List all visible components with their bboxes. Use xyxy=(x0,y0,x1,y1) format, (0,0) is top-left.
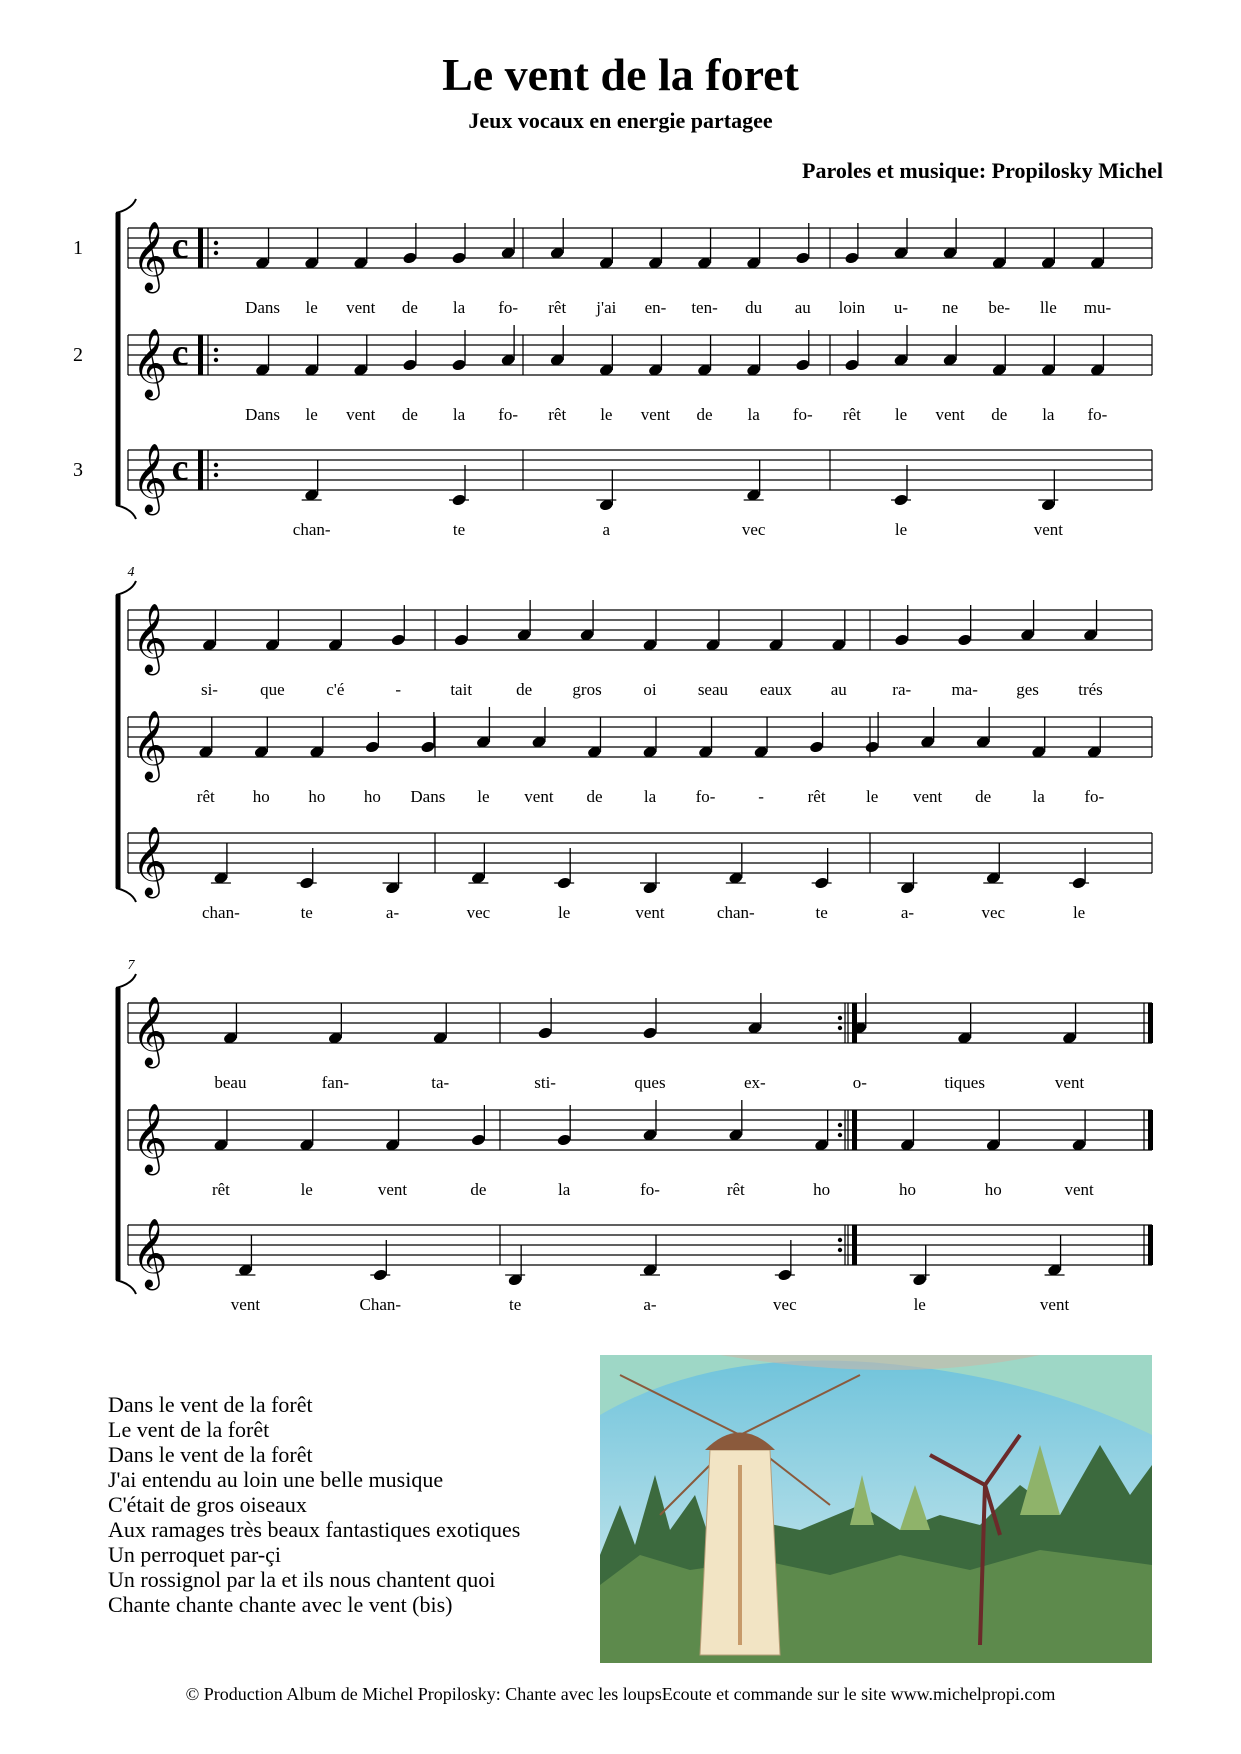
lyric-syllable: fo- xyxy=(640,1180,660,1199)
staff-number: 2 xyxy=(73,344,83,366)
song-lyrics xyxy=(108,1392,520,1617)
repeat-dot xyxy=(838,1123,842,1127)
lyrics-line: Dans le vent de la forêt xyxy=(108,1442,313,1467)
lyric-syllable: c'é xyxy=(326,680,345,699)
lyric-syllable: ho xyxy=(252,787,270,806)
lyric-syllable: vent xyxy=(230,1295,261,1314)
lyric-syllable: mu- xyxy=(1083,298,1112,317)
repeat-dot xyxy=(838,1248,842,1252)
lyric-syllable: fo- xyxy=(1084,787,1105,806)
repeat-dot xyxy=(838,1238,842,1242)
final-bar-thick xyxy=(1148,1003,1153,1043)
lyric-syllable: vent xyxy=(913,787,943,806)
page-subtitle: Jeux vocaux en energie partagee xyxy=(468,108,773,133)
lyric-syllable: ho xyxy=(308,787,326,806)
lyric-syllable: la xyxy=(452,298,466,317)
repeat-dot xyxy=(214,463,218,467)
treble-clef-icon: 𝄞 xyxy=(132,443,168,513)
lyric-syllable: - xyxy=(758,787,764,806)
lyric-syllable: que xyxy=(260,680,285,699)
repeat-start-thick xyxy=(198,450,203,490)
lyric-syllable: en- xyxy=(644,298,667,317)
lyric-syllable: vent xyxy=(640,405,671,424)
lyric-syllable: a- xyxy=(385,903,400,922)
lyric-syllable: le xyxy=(894,405,908,424)
windmill-forest-illustration xyxy=(600,1355,1152,1663)
lyric-syllable: te xyxy=(452,520,466,539)
lyric-syllable: vec xyxy=(741,520,766,539)
lyric-syllable: Chan- xyxy=(359,1295,402,1314)
repeat-dot xyxy=(214,348,218,352)
lyric-syllable: eaux xyxy=(759,680,792,699)
lyric-syllable: la xyxy=(1032,787,1045,806)
treble-clef-icon: 𝄞 xyxy=(132,710,168,780)
lyric-syllable: ges xyxy=(1016,680,1039,699)
lyric-syllable: la xyxy=(747,405,760,424)
repeat-dot xyxy=(838,1133,842,1137)
lyrics-line: Dans le vent de la forêt xyxy=(108,1392,313,1417)
final-bar-thick xyxy=(1148,1110,1153,1150)
lyrics-line: Le vent de la forêt xyxy=(108,1417,270,1442)
lyric-syllable: la xyxy=(452,405,466,424)
composer-credit: Paroles et musique: Propilosky Michel xyxy=(802,158,1163,183)
final-bar-thick xyxy=(1148,1225,1153,1265)
repeat-dot xyxy=(838,1016,842,1020)
measure-number: 7 xyxy=(127,958,135,973)
lyric-syllable: de xyxy=(991,405,1008,424)
repeat-start-thick xyxy=(198,335,203,375)
lyric-syllable: si- xyxy=(200,680,218,699)
lyric-syllable: vent xyxy=(1064,1180,1094,1199)
lyric-syllable: de xyxy=(401,298,418,317)
repeat-start-thick xyxy=(198,228,203,268)
time-signature: c xyxy=(171,332,189,374)
lyric-syllable: vent xyxy=(377,1180,408,1199)
lyric-syllable: la xyxy=(1042,405,1055,424)
lyric-syllable: de xyxy=(401,405,418,424)
lyric-syllable: de xyxy=(516,680,533,699)
treble-clef-icon: 𝄞 xyxy=(132,328,168,398)
lyric-syllable: vec xyxy=(981,903,1006,922)
repeat-dot xyxy=(214,473,218,477)
staff-number: 1 xyxy=(73,237,83,259)
treble-clef-icon: 𝄞 xyxy=(132,603,168,673)
lyric-syllable: le xyxy=(913,1295,926,1314)
lyric-syllable: du xyxy=(745,298,763,317)
repeat-end-thick xyxy=(852,1225,857,1265)
lyric-syllable: vec xyxy=(466,903,491,922)
lyric-syllable: vent xyxy=(524,787,554,806)
lyric-syllable: u- xyxy=(893,298,909,317)
lyric-syllable: le xyxy=(865,787,879,806)
lyric-syllable: le xyxy=(894,520,908,539)
bracket-top xyxy=(116,199,136,213)
lyric-syllable: loin xyxy=(838,298,866,317)
lyric-syllable: le xyxy=(1072,903,1086,922)
lyrics-line: Un rossignol par la et ils nous chantent quoi xyxy=(108,1567,496,1592)
lyric-syllable: fo- xyxy=(792,405,813,424)
bracket-top xyxy=(116,974,136,988)
lyric-syllable: au xyxy=(794,298,811,317)
lyrics-line: Un perroquet par-çi xyxy=(108,1542,282,1567)
lyric-syllable: beau xyxy=(214,1073,247,1092)
treble-clef-icon: 𝄞 xyxy=(132,1103,168,1173)
lyric-syllable: le xyxy=(305,405,318,424)
lyric-syllable: oi xyxy=(643,680,657,699)
lyric-syllable: la xyxy=(558,1180,571,1199)
lyric-syllable: le xyxy=(600,405,613,424)
lyric-syllable: sti- xyxy=(534,1073,556,1092)
lyric-syllable: rêt xyxy=(548,298,567,317)
lyric-syllable: te xyxy=(300,903,313,922)
treble-clef-icon: 𝄞 xyxy=(132,221,168,291)
lyric-syllable: vent xyxy=(1033,520,1063,539)
lyric-syllable: de xyxy=(586,787,603,806)
bracket-top xyxy=(116,581,136,595)
lyric-syllable: rêt xyxy=(196,787,215,806)
lyric-syllable: fo- xyxy=(498,405,519,424)
lyric-syllable: ho xyxy=(898,1180,916,1199)
lyric-syllable: vec xyxy=(773,1295,797,1314)
lyric-syllable: fo- xyxy=(1087,405,1108,424)
lyric-syllable: a- xyxy=(643,1295,657,1314)
lyric-syllable: rêt xyxy=(807,787,826,806)
lyric-syllable: vent xyxy=(635,903,665,922)
lyric-syllable: tiques xyxy=(944,1073,985,1092)
lyric-syllable: fan- xyxy=(321,1073,350,1092)
treble-clef-icon: 𝄞 xyxy=(132,826,168,896)
lyric-syllable: vent xyxy=(1054,1073,1085,1092)
page-title: Le vent de la foret xyxy=(442,49,799,100)
lyric-syllable: lle xyxy=(1039,298,1057,317)
lyric-syllable: te xyxy=(509,1295,522,1314)
repeat-dot xyxy=(214,251,218,255)
lyric-syllable: de xyxy=(975,787,992,806)
time-signature: c xyxy=(171,447,189,489)
lyric-syllable: chan- xyxy=(292,520,331,539)
lyric-syllable: rêt xyxy=(726,1180,745,1199)
repeat-dot xyxy=(214,358,218,362)
lyric-syllable: Dans xyxy=(245,298,281,317)
lyrics-line: C'était de gros oiseaux xyxy=(108,1492,307,1517)
lyric-syllable: - xyxy=(395,680,402,699)
staff-number: 3 xyxy=(73,459,83,481)
lyric-syllable: Dans xyxy=(410,787,446,806)
lyric-syllable: le xyxy=(558,903,571,922)
lyric-syllable: vent xyxy=(935,405,965,424)
lyric-syllable: a xyxy=(602,520,611,539)
lyrics-line: J'ai entendu au loin une belle musique xyxy=(108,1467,444,1492)
lyric-syllable: ne xyxy=(942,298,959,317)
lyric-syllable: ex- xyxy=(744,1073,766,1092)
lyric-syllable: ra- xyxy=(892,680,912,699)
repeat-end-thick xyxy=(852,1003,857,1043)
repeat-dot xyxy=(838,1026,842,1030)
lyric-syllable: ten- xyxy=(691,298,718,317)
repeat-end-thick xyxy=(852,1110,857,1150)
lyrics-line: Chante chante chante avec le vent (bis) xyxy=(108,1592,453,1617)
lyric-syllable: tait xyxy=(450,680,473,699)
lyric-syllable: Dans xyxy=(245,405,281,424)
lyric-syllable: j'ai xyxy=(596,298,617,317)
lyric-syllable: gros xyxy=(572,680,602,699)
lyric-syllable: rêt xyxy=(842,405,861,424)
lyric-syllable: le xyxy=(300,1180,313,1199)
treble-clef-icon: 𝄞 xyxy=(132,996,168,1066)
lyric-syllable: trés xyxy=(1078,680,1103,699)
copyright-footer: © Production Album de Michel Propilosky: Chante avec les loupsEcoute et commande sur le site www.michelpropi.com xyxy=(185,1684,1056,1704)
lyric-syllable: ho xyxy=(363,787,381,806)
treble-clef-icon: 𝄞 xyxy=(132,1218,168,1288)
lyric-syllable: rêt xyxy=(211,1180,230,1199)
time-signature: c xyxy=(171,225,189,267)
lyric-syllable: de xyxy=(696,405,713,424)
lyric-syllable: be- xyxy=(988,298,1011,317)
lyric-syllable: ta- xyxy=(431,1073,450,1092)
lyrics-line: Aux ramages très beaux fantastiques exotiques xyxy=(108,1517,521,1542)
lyric-syllable: o- xyxy=(852,1073,867,1092)
lyric-syllable: fo- xyxy=(695,787,716,806)
lyric-syllable: vent xyxy=(1039,1295,1070,1314)
lyric-syllable: ma- xyxy=(951,680,978,699)
lyric-syllable: ho xyxy=(984,1180,1002,1199)
lyric-syllable: le xyxy=(477,787,490,806)
lyric-syllable: fo- xyxy=(498,298,519,317)
lyric-syllable: chan- xyxy=(716,903,755,922)
lyric-syllable: chan- xyxy=(202,903,240,922)
lyric-syllable: ho xyxy=(813,1180,831,1199)
lyric-syllable: ques xyxy=(634,1073,666,1092)
lyric-syllable: vent xyxy=(346,298,376,317)
measure-number: 4 xyxy=(127,565,135,580)
lyric-syllable: a- xyxy=(900,903,915,922)
lyric-syllable: la xyxy=(643,787,657,806)
repeat-dot xyxy=(214,241,218,245)
lyric-syllable: le xyxy=(305,298,318,317)
lyric-syllable: au xyxy=(830,680,847,699)
lyric-syllable: rêt xyxy=(548,405,567,424)
lyric-syllable: seau xyxy=(697,680,729,699)
lyric-syllable: te xyxy=(815,903,828,922)
lyric-syllable: de xyxy=(470,1180,487,1199)
lyric-syllable: vent xyxy=(346,405,376,424)
